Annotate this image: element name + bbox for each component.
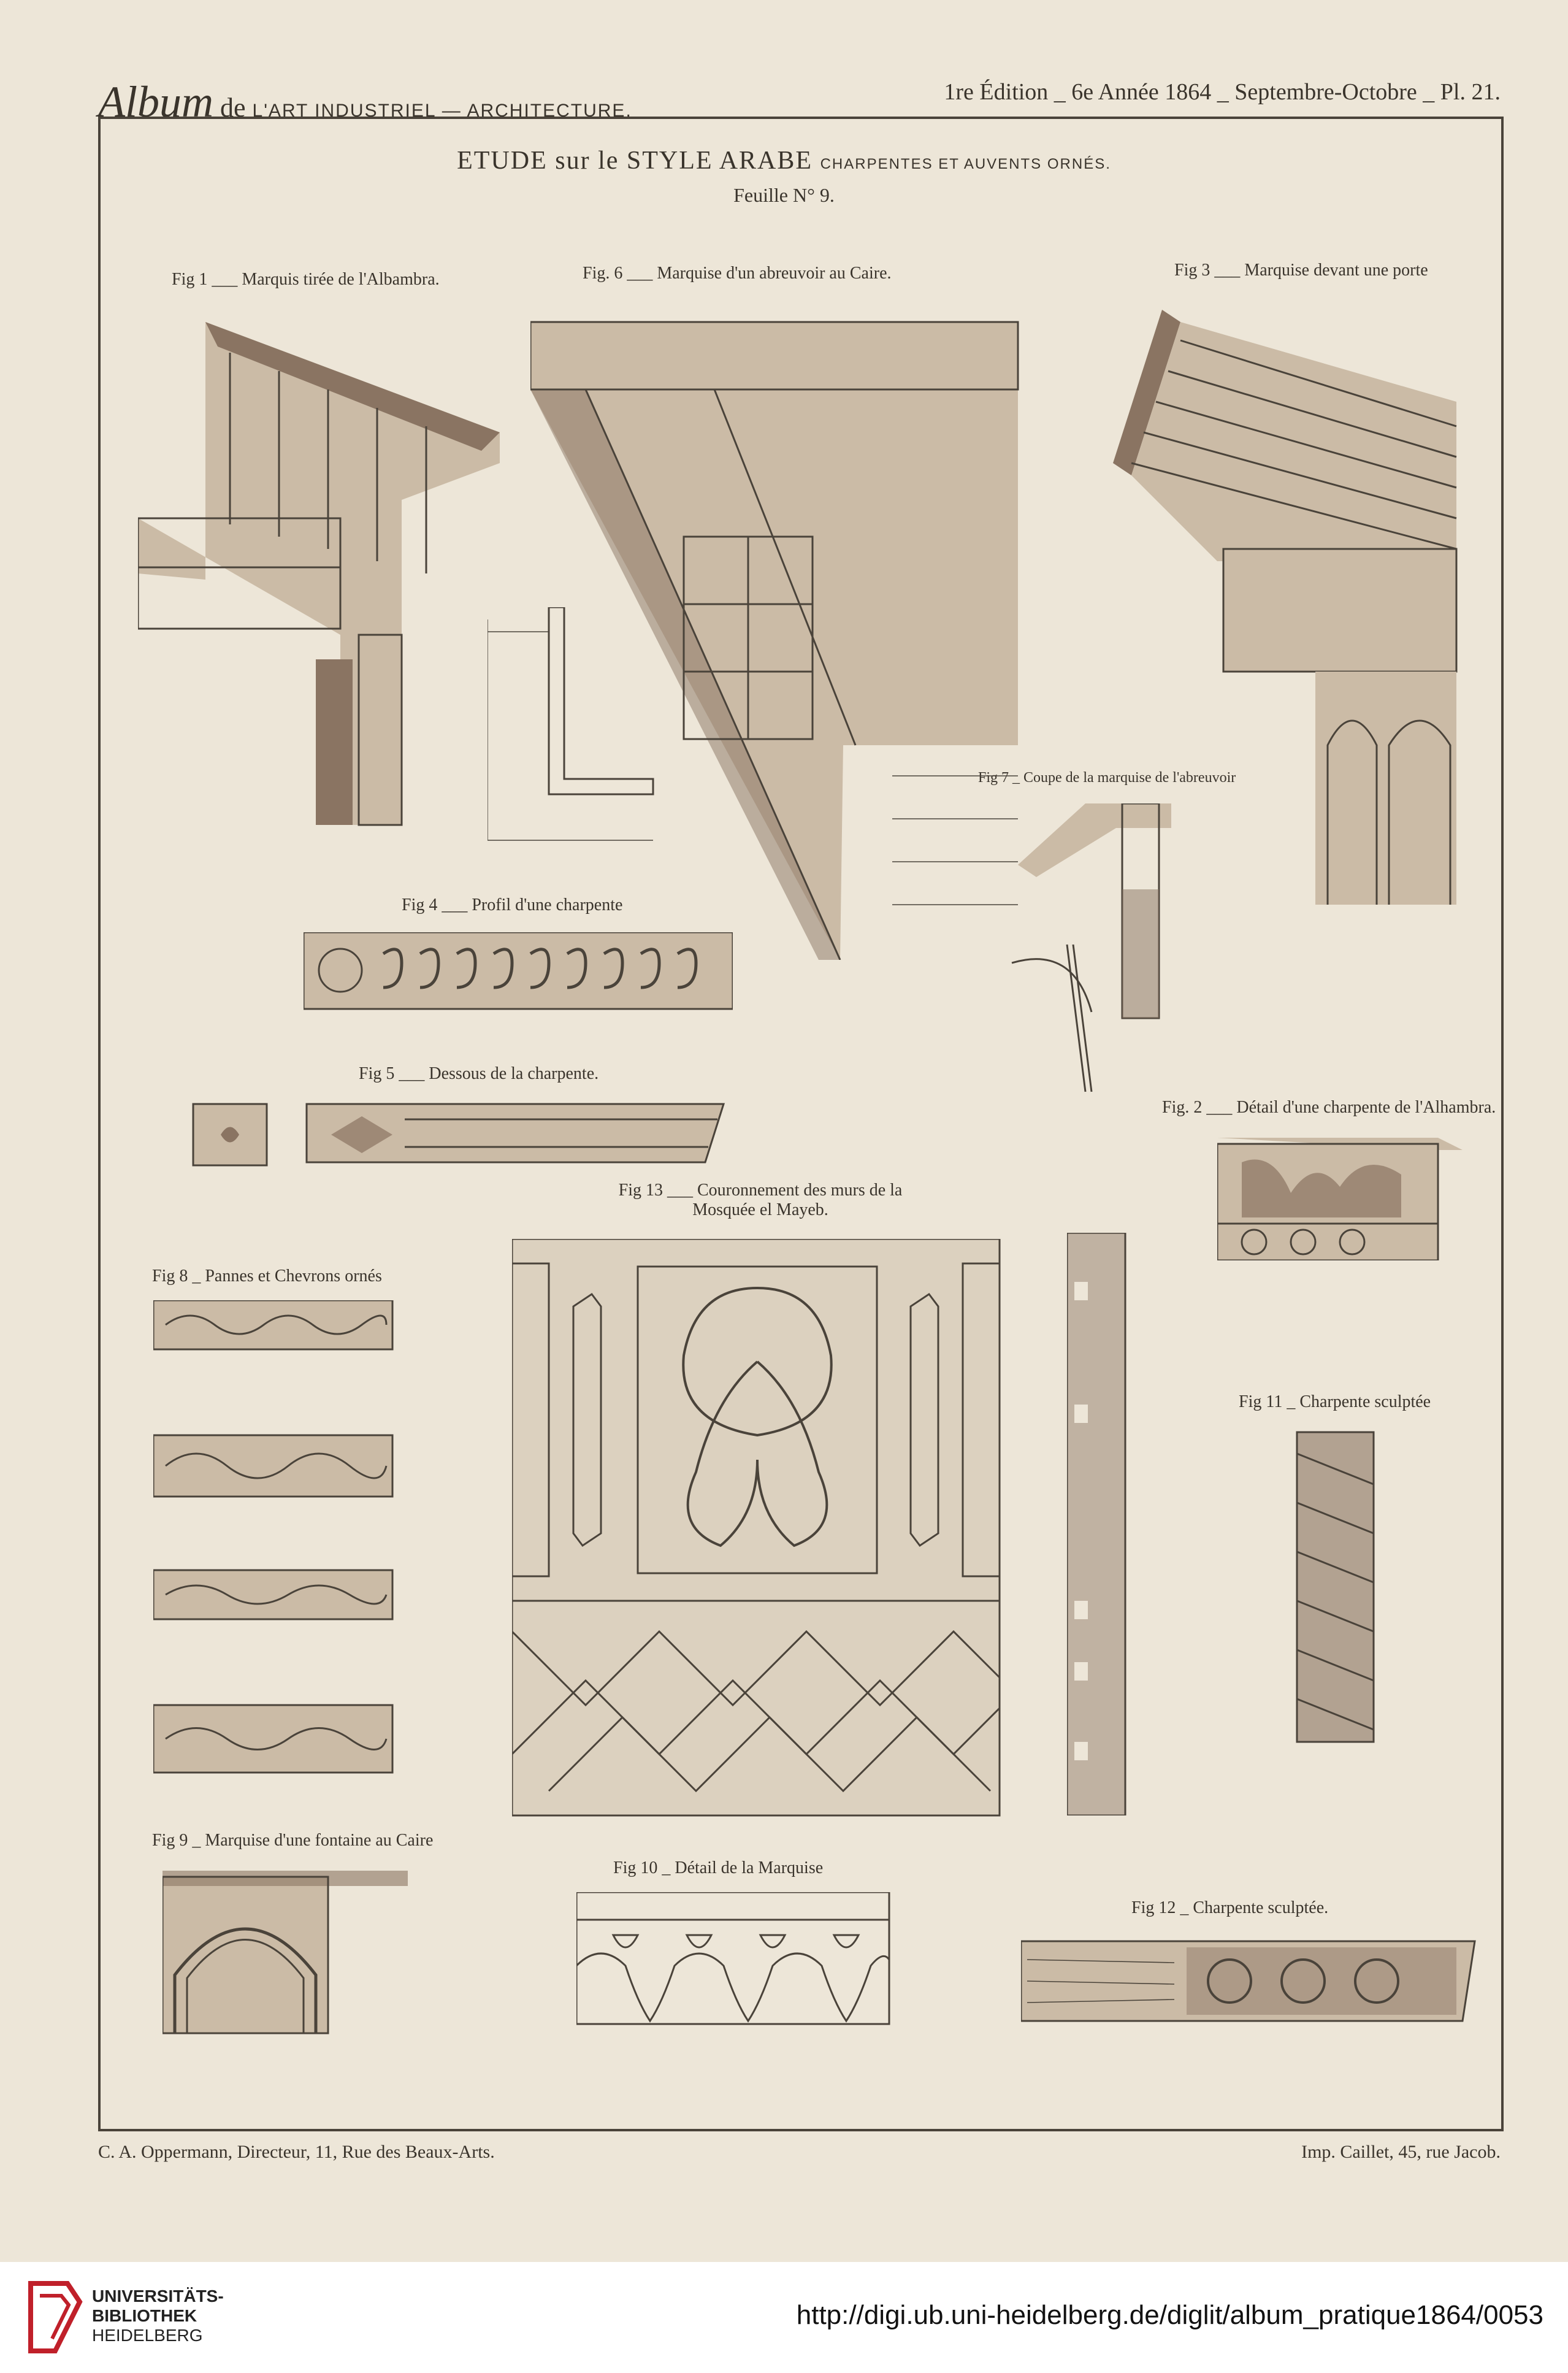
drawing-fig13-section (1067, 1233, 1128, 1815)
drawing-fig10 (576, 1892, 895, 2027)
sheet-number: Feuille N° 9. (733, 184, 835, 206)
drawing-fig12 (1021, 1935, 1481, 2027)
plate-title (0, 146, 1568, 175)
caption-fig5: Fig 5 ___ Dessous de la charpente. (359, 1064, 599, 1083)
library-name (92, 2287, 224, 2345)
album-title: Album (98, 77, 213, 126)
drawing-fig13 (512, 1239, 1003, 1822)
library-name-line3: HEIDELBERG (92, 2326, 203, 2345)
footer-publisher: C. A. Oppermann, Directeur, 11, Rue des Beaux-Arts. (98, 2142, 495, 2162)
drawing-fig1 (138, 316, 506, 831)
publication-name: L'ART INDUSTRIEL — ARCHITECTURE. (252, 101, 632, 121)
caption-fig8: Fig 8 _ Pannes et Chevrons ornés (152, 1267, 382, 1286)
edition-info: 1re Édition _ 6e Année 1864 _ Septembre-Octobre _ Pl. 21. (944, 79, 1501, 105)
drawing-fig6 (530, 316, 1021, 960)
drawing-fig5 (190, 1101, 730, 1168)
plate-title-main: ETUDE sur le STYLE ARABE (457, 147, 813, 175)
drawing-fig11 (1294, 1429, 1380, 1748)
caption-fig9: Fig 9 _ Marquise d'une fontaine au Caire (152, 1831, 434, 1850)
footer-printer: Imp. Caillet, 45, rue Jacob. (1301, 2142, 1501, 2162)
caption-fig4: Fig 4 ___ Profil d'une charpente (402, 895, 623, 914)
caption-fig11: Fig 11 _ Charpente sculptée (1239, 1392, 1431, 1411)
library-logo-icon (18, 2277, 86, 2357)
caption-fig12: Fig 12 _ Charpente sculptée. (1131, 1898, 1329, 1917)
caption-fig2: Fig. 2 ___ Détail d'une charpente de l'Alhambra. (1162, 1098, 1496, 1117)
caption-fig10: Fig 10 _ Détail de la Marquise (613, 1858, 824, 1877)
caption-fig1: Fig 1 ___ Marquis tirée de l'Albambra. (172, 270, 440, 289)
drawing-fig4 (304, 932, 733, 1012)
drawing-fig9 (163, 1871, 414, 2036)
source-url[interactable]: http://digi.ub.uni-heidelberg.de/diglit/album_pratique1864/0053 (796, 2300, 1543, 2330)
caption-fig6: Fig. 6 ___ Marquise d'un abreuvoir au Caire. (583, 264, 892, 283)
caption-fig3: Fig 3 ___ Marquise devant une porte (1174, 261, 1428, 280)
caption-fig7: Fig 7 _ Coupe de la marquise de l'abreuvoir (978, 770, 1236, 786)
drawing-fig8 (153, 1300, 399, 1779)
drawing-fig7 (1000, 803, 1171, 1098)
library-name-line2: BIBLIOTHEK (92, 2306, 197, 2325)
drawing-fig2 (1217, 1138, 1463, 1260)
library-band (0, 2262, 1568, 2373)
library-name-line1: UNIVERSITÄTS- (92, 2287, 224, 2306)
caption-fig13: Fig 13 ___ Couronnement des murs de la Mosquée el Mayeb. (618, 1181, 903, 1219)
plate-title-sub: CHARPENTES ET AUVENTS ORNÉS. (820, 156, 1111, 172)
album-de: de (220, 93, 246, 123)
